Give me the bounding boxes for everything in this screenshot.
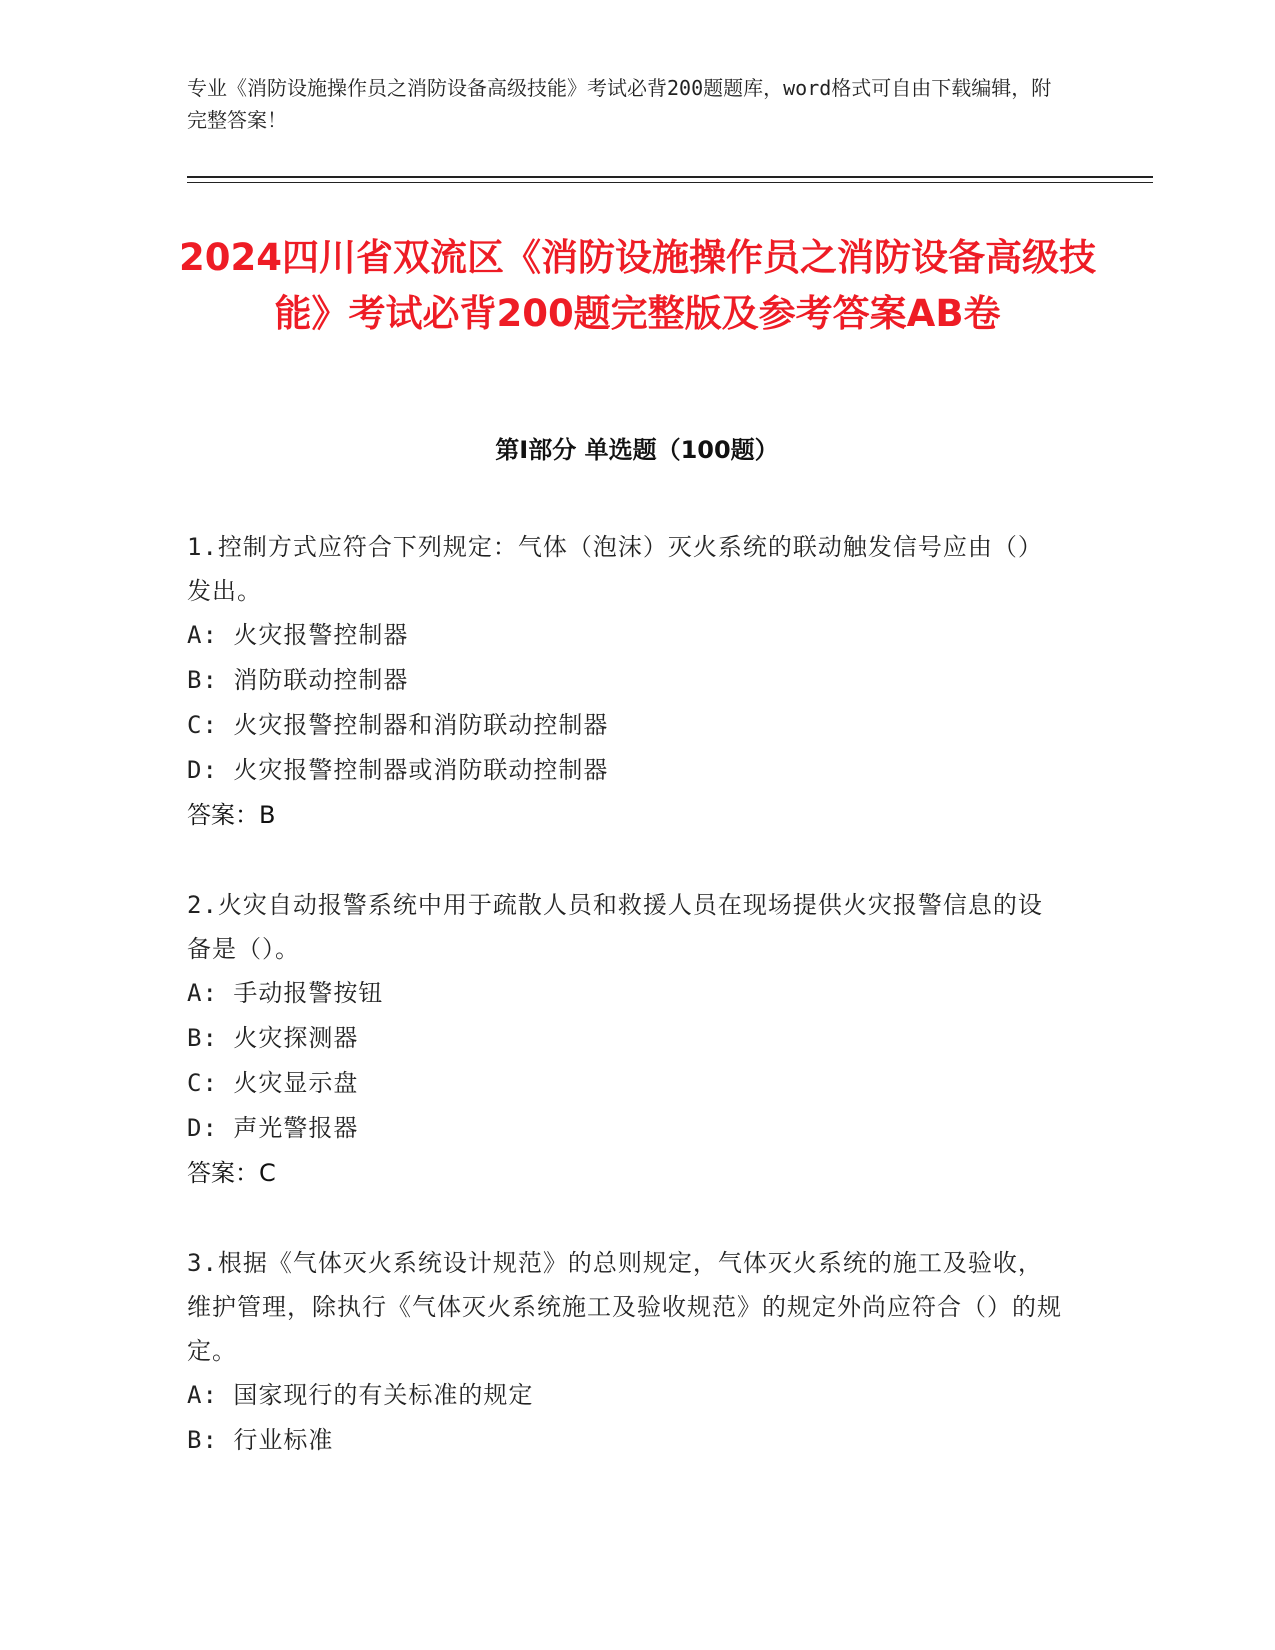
question-item xyxy=(187,525,1067,838)
header-note: 专业《消防设施操作员之消防设备高级技能》考试必背200题题库，word格式可自由下载编辑，附完整答案！ xyxy=(187,76,1052,132)
header-divider-thin xyxy=(187,182,1153,183)
section-heading: 第I部分 单选题（100题） xyxy=(495,436,779,464)
option-a: A: 国家现行的有关标准的规定 xyxy=(187,1381,534,1409)
question-item xyxy=(187,1241,1067,1463)
option-c: C: 火灾显示盘 xyxy=(187,1069,359,1097)
answer-line: 答案：B xyxy=(187,801,276,829)
option-a: A: 火灾报警控制器 xyxy=(187,621,409,649)
option-b: B: 行业标准 xyxy=(187,1426,334,1454)
question-stem: 2.火灾自动报警系统中用于疏散人员和救援人员在现场提供火灾报警信息的设备是（）。 xyxy=(187,891,1043,963)
answer-line: 答案：C xyxy=(187,1159,276,1187)
question-list xyxy=(187,525,1067,1508)
document-title: 2024四川省双流区《消防设施操作员之消防设备高级技能》考试必背200题完整版及参考答案AB卷 xyxy=(179,236,1096,335)
option-a: A: 手动报警按钮 xyxy=(187,979,384,1007)
option-b: B: 消防联动控制器 xyxy=(187,666,409,694)
option-b: B: 火灾探测器 xyxy=(187,1024,359,1052)
header-divider-thick xyxy=(187,176,1153,178)
option-c: C: 火灾报警控制器和消防联动控制器 xyxy=(187,711,609,739)
option-d: D: 火灾报警控制器或消防联动控制器 xyxy=(187,756,609,784)
question-item xyxy=(187,883,1067,1196)
question-stem: 1.控制方式应符合下列规定：气体（泡沫）灭火系统的联动触发信号应由（）发出。 xyxy=(187,533,1043,605)
question-stem: 3.根据《气体灭火系统设计规范》的总则规定，气体灭火系统的施工及验收，维护管理，除执行《气体灭火系统施工及验收规范》的规定外尚应符合（）的规定。 xyxy=(187,1249,1062,1365)
option-d: D: 声光警报器 xyxy=(187,1114,359,1142)
